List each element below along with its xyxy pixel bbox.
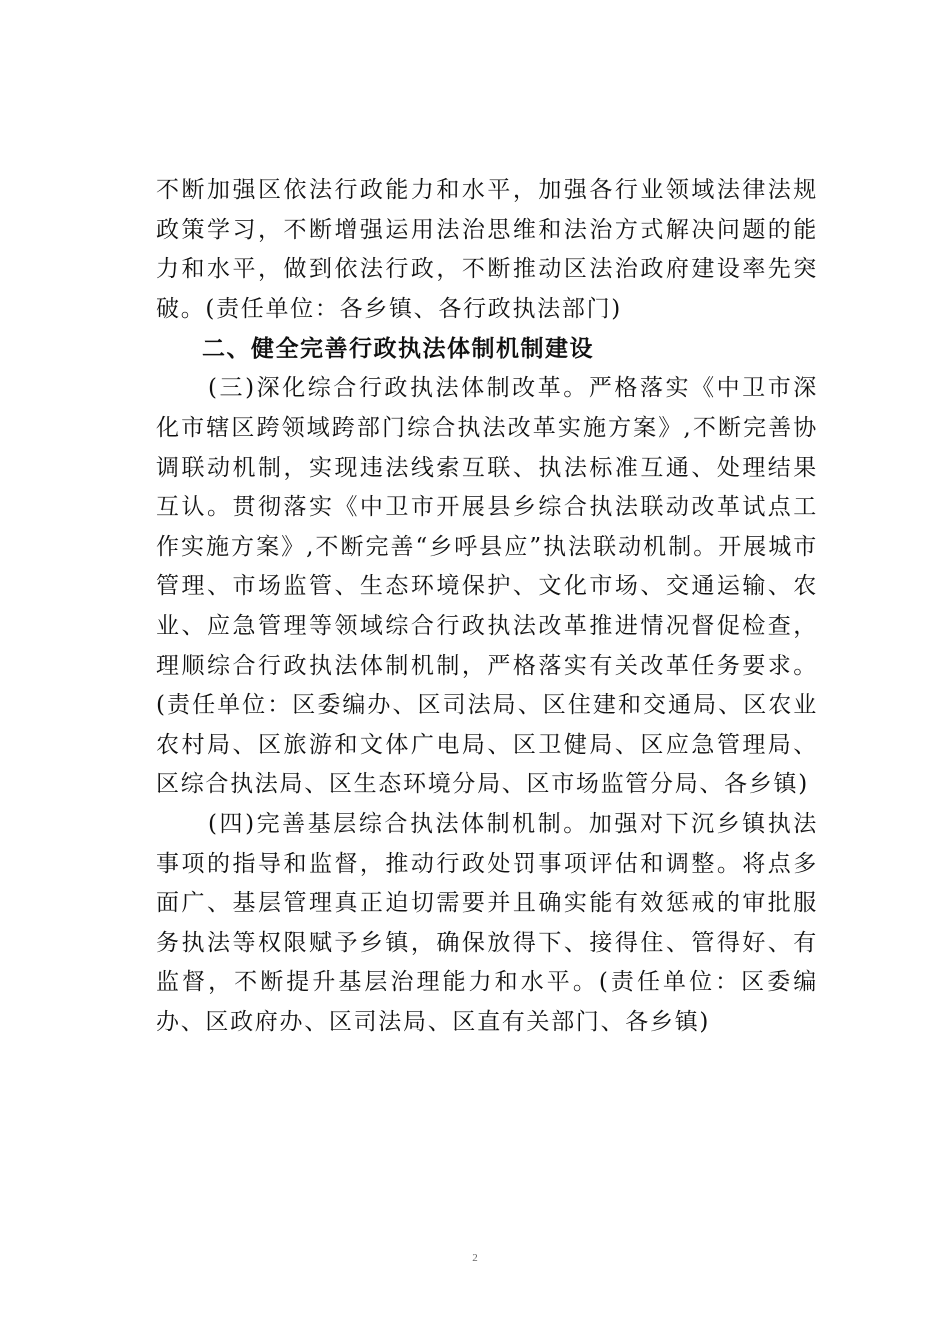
paragraph-item-4: (四)完善基层综合执法体制机制。加强对下沉乡镇执法事项的指导和监督，推动行政处罚事项评估和调整。将点多面广、基层管理真正迫切需要并且确实能有效惩戒的审批服务执法等权限赋予乡镇，确保放得下、接得住、管得好、有监督，不断提升基层治理能力和水平。(责任单位：区委编办、区政府办、区司法局、区直有关部门、各乡镇) bbox=[156, 810, 818, 1035]
page-number: 2 bbox=[472, 1252, 478, 1264]
document-body bbox=[156, 171, 818, 1042]
section-heading-2: 二、健全完善行政执法体制机制建设 bbox=[202, 336, 594, 363]
paragraph-item-3: (三)深化综合行政执法体制改革。严格落实《中卫市深化市辖区跨领域跨部门综合执法改革实施方案》,不断完善协调联动机制，实现违法线索互联、执法标准互通、处理结果互认。贯彻落实《中卫市开展县乡综合执法联动改革试点工作实施方案》,不断完善“乡呼县应”执法联动机制。开展城市管理、市场监管、生态环境保护、文化市场、交通运输、农业、应急管理等领域综合行政执法改革推进情况督促检查，理顺综合行政执法体制机制，严格落实有关改革任务要求。(责任单位：区委编办、区司法局、区住建和交通局、区农业农村局、区旅游和文体广电局、区卫健局、区应急管理局、区综合执法局、区生态环境分局、区市场监管分局、各乡镇) bbox=[156, 375, 818, 798]
paragraph-continuation: 不断加强区依法行政能力和水平，加强各行业领域法律法规政策学习，不断增强运用法治思维和法治方式解决问题的能力和水平，做到依法行政，不断推动区法治政府建设率先突破。(责任单位：各乡镇、各行政执法部门) bbox=[156, 177, 818, 322]
